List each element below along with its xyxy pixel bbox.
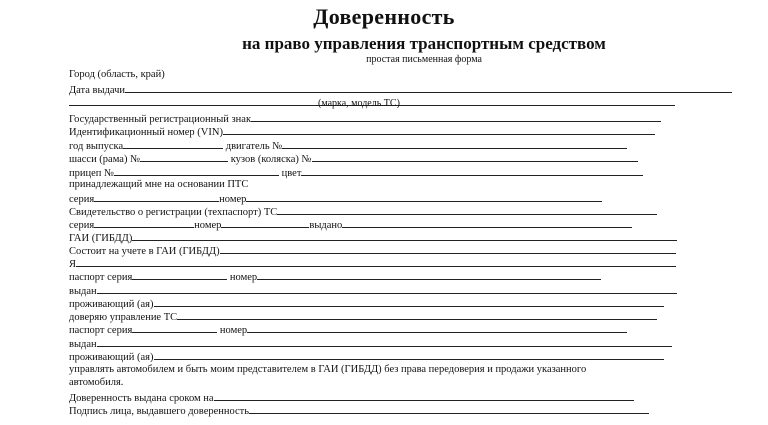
- row-manage-1: [69, 363, 586, 376]
- label-body: кузов (коляска) №: [230, 154, 312, 165]
- text-manage-line2: автомобиля.: [69, 377, 124, 388]
- field-gai[interactable]: [132, 230, 677, 241]
- row-city: [69, 68, 165, 81]
- field-year[interactable]: [123, 138, 223, 149]
- label-i: Я: [69, 259, 77, 270]
- field-passport-number2[interactable]: [247, 322, 627, 333]
- field-series1[interactable]: [94, 191, 219, 202]
- field-living2[interactable]: [154, 349, 664, 360]
- row-chassis-body: [69, 151, 638, 166]
- label-city: Город (область, край): [69, 69, 165, 80]
- field-registered[interactable]: [220, 243, 676, 254]
- label-color: цвет: [281, 168, 302, 179]
- label-series2: серия: [69, 220, 95, 231]
- field-vin[interactable]: [223, 124, 655, 135]
- label-chassis: шасси (рама) №: [69, 154, 141, 165]
- document-title: Доверенность: [313, 4, 455, 29]
- field-issued3[interactable]: [97, 336, 672, 347]
- row-living2: [69, 349, 664, 364]
- field-number1[interactable]: [246, 191, 602, 202]
- label-passport2: паспорт серия: [69, 325, 133, 336]
- label-trailer: прицеп №: [69, 168, 115, 179]
- text-manage-line1: управлять автомобилем и быть моим представителем в ГАИ (ГИБДД) без права передоверия и продажи указанного: [69, 364, 587, 375]
- label-reg-cert: Свидетельство о регистрации (техпаспорт) ТС: [69, 207, 278, 218]
- row-manage-2: [69, 376, 123, 389]
- label-gai: ГАИ (ГИБДД): [69, 233, 133, 244]
- field-signature[interactable]: [249, 403, 649, 414]
- field-body[interactable]: [312, 151, 638, 162]
- label-living1: проживающий (ая): [69, 299, 154, 310]
- row-vin: [69, 124, 655, 139]
- label-vin: Идентификационный номер (VIN): [69, 127, 223, 138]
- label-engine: двигатель №: [225, 141, 283, 152]
- label-signature: Подпись лица, выдавшего доверенность: [69, 406, 250, 417]
- field-issued1[interactable]: [342, 217, 632, 228]
- field-trust[interactable]: [177, 309, 657, 320]
- label-series1: серия: [69, 194, 95, 205]
- field-trailer[interactable]: [114, 165, 279, 176]
- field-date[interactable]: [125, 82, 732, 93]
- label-registered: Состоит на учете в ГАИ (ГИБДД): [69, 246, 220, 257]
- field-reg-cert[interactable]: [277, 204, 657, 215]
- row-signature: [69, 403, 649, 418]
- document-subtitle: на право управления транспортным средством: [242, 34, 606, 53]
- label-number2: номер: [194, 220, 222, 231]
- label-number1: номер: [219, 194, 247, 205]
- label-pnumber1: номер: [229, 272, 258, 283]
- label-passport1: паспорт серия: [69, 272, 133, 283]
- field-series2[interactable]: [94, 217, 194, 228]
- field-reg-sign[interactable]: [251, 111, 661, 122]
- field-color[interactable]: [301, 165, 643, 176]
- field-passport-series2[interactable]: [132, 322, 217, 333]
- row-passport2: [69, 322, 627, 337]
- label-pnumber2: номер: [219, 325, 248, 336]
- caption-make: (марка, модель ТС): [318, 98, 400, 109]
- label-reg-sign: Государственный регистрационный знак: [69, 114, 252, 125]
- field-term[interactable]: [214, 390, 634, 401]
- row-pts-basis: [69, 178, 248, 191]
- label-pts-basis: принадлежащий мне на основании ПТС: [69, 179, 249, 190]
- label-issued1: выдано: [309, 220, 343, 231]
- field-number2[interactable]: [221, 217, 309, 228]
- field-passport-series1[interactable]: [132, 269, 227, 280]
- field-chassis[interactable]: [140, 151, 228, 162]
- label-issued2: выдан: [69, 286, 97, 297]
- field-i[interactable]: [76, 256, 676, 267]
- row-passport1: [69, 269, 601, 284]
- label-year: год выпуска: [69, 141, 124, 152]
- field-living1[interactable]: [154, 296, 664, 307]
- form-note: простая письменная форма: [366, 54, 482, 65]
- label-term: Доверенность выдана сроком на: [69, 393, 214, 404]
- label-trust: доверяю управление ТС: [69, 312, 178, 323]
- label-issued3: выдан: [69, 339, 97, 350]
- field-engine[interactable]: [282, 138, 627, 149]
- label-date: Дата выдачи: [69, 85, 126, 96]
- field-issued2[interactable]: [97, 283, 677, 294]
- label-living2: проживающий (ая): [69, 352, 154, 363]
- field-passport-number1[interactable]: [257, 269, 601, 280]
